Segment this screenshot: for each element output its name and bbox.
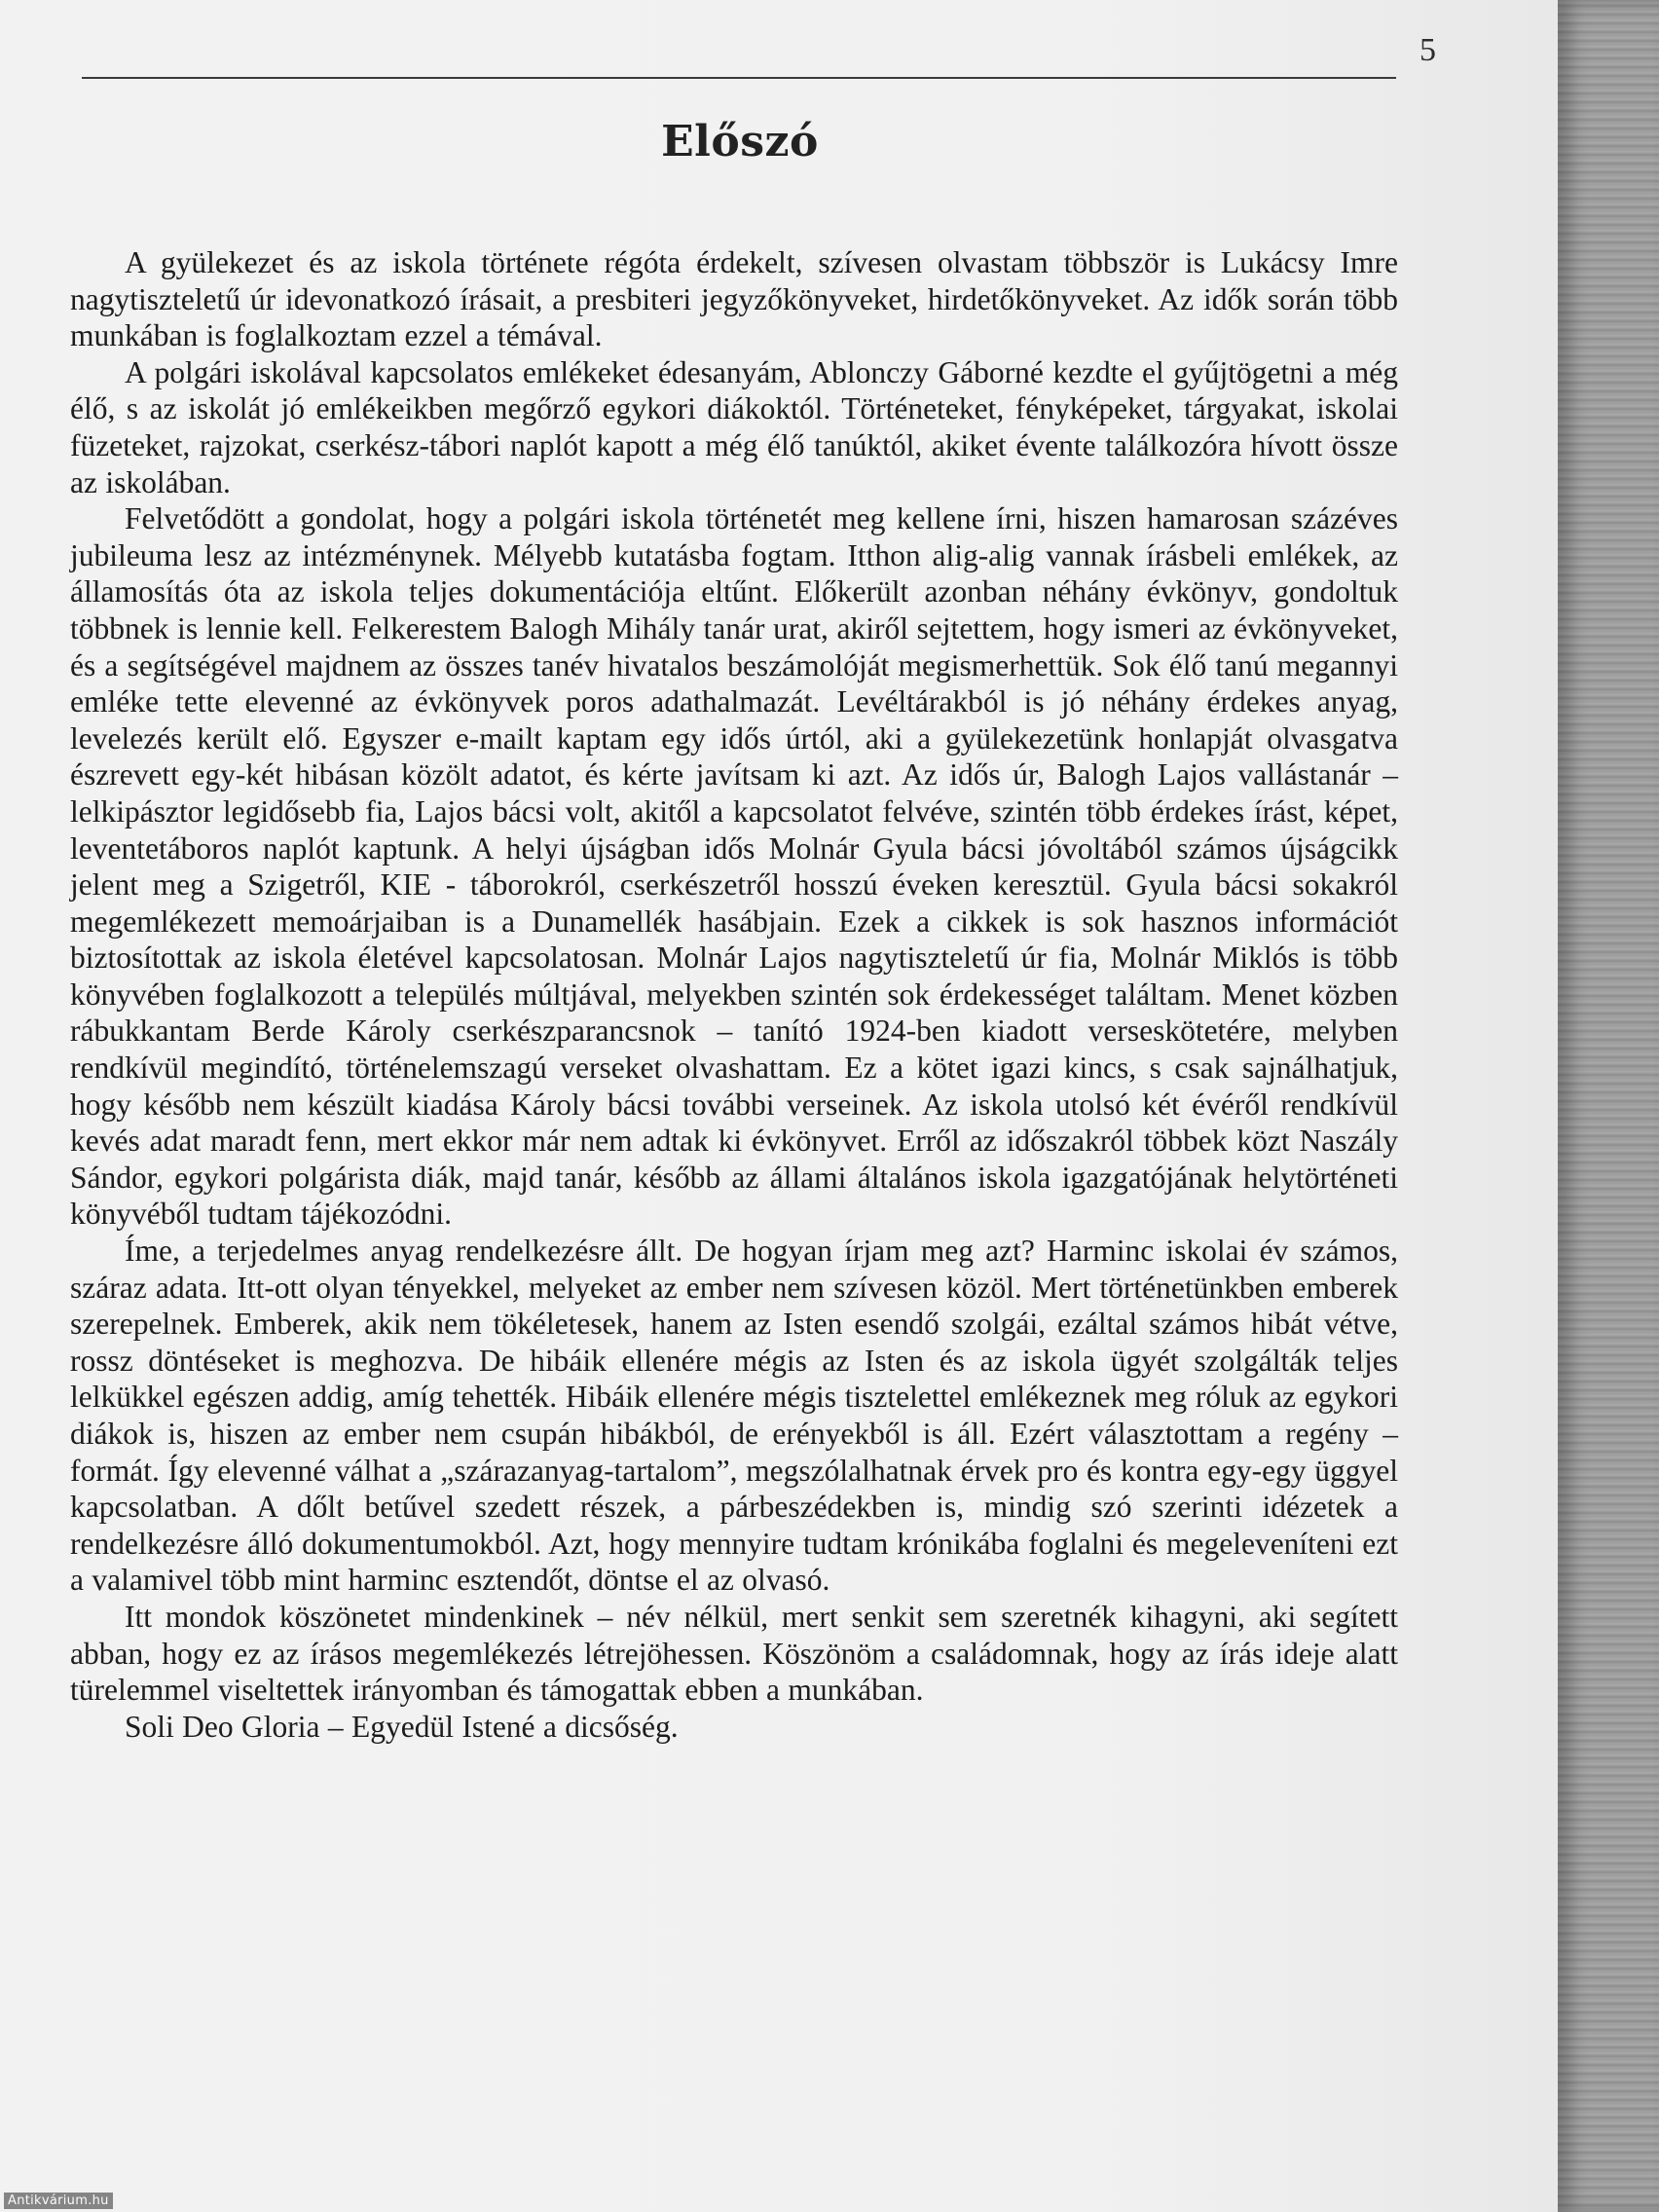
paragraph: Íme, a terjedelmes anyag rendelkezésre állt. De hogyan írjam meg azt? Harminc iskolai év számos, száraz adata. Itt-ott olyan tényekkel, melyeket az ember nem szívesen közöl. Mert történetünkben emberek szerepelnek. Emberek, akik nem tökéletesek, hanem az Isten esendő szolgái, ezáltal számos hibát vétve, rossz döntéseket is meghozva. De hibáik ellenére mégis az Isten és az iskola ügyét szolgálták teljes lelkükkel egészen addig, amíg tehették. Hibáik ellenére mégis tisztelettel emlékeznek meg róluk az egykori diákok is, hiszen az ember nem csupán hibákból, de erényekből is áll. Ezért választottam a regény – formát. Így elevenné válhat a „szárazanyag-tartalom”, megszólalhatnak érvek pro és kontra egy-egy üggyel kapcsolatban. A dőlt betűvel szedett részek, a párbeszédekben is, mindig szó szerinti idézetek a rendelkezésre álló dokumentumokból. Azt, hogy mennyire tudtam krónikába foglalni és megeleveníteni ezt a valamivel több mint harminc esztendőt, döntse el az olvasó. (70, 1234, 1398, 1598)
adjacent-page-edge (1558, 0, 1659, 2212)
closing-line: Soli Deo Gloria – Egyedül Istené a dicsőség. (125, 1709, 679, 1744)
paragraph: A polgári iskolával kapcsolatos emlékeket édesanyám, Ablonczy Gáborné kezdte el gyűjtögetni a még élő, s az iskolát jó emlékeikben megőrző egykori diákoktól. Történeteket, fényképeket, tárgyakat, iskolai füzeteket, rajzokat, cserkész-tábori naplót kapott a még élő tanúktól, akiket évente találkozóra hívott össze az iskolában. (70, 354, 1398, 499)
page-number: 5 (1419, 32, 1436, 68)
watermark: Antikvárium.hu (4, 2193, 113, 2209)
header-rule (82, 77, 1396, 79)
paragraph: A gyülekezet és az iskola története régóta érdekelt, szívesen olvastam többször is Lukácsy Imre nagytiszteletű úr idevonatkozó írásait, a presbiteri jegyzőkönyveket, hirdetőkönyveket. Az idők során több munkában is foglalkoztam ezzel a témával. (70, 245, 1398, 353)
paragraph: Itt mondok köszönetet mindenkinek – név nélkül, mert senkit sem szeretnék kihagyni, aki segített abban, hogy ez az írásos megemlékezés létrejöhessen. Köszönöm a családomnak, hogy az írás ideje alatt türelemmel viseltettek irányomban és támogattak ebben a munkában. (70, 1599, 1398, 1708)
body-text (70, 244, 1398, 1745)
chapter-title: Előszó (661, 117, 819, 166)
paragraph: Felvetődött a gondolat, hogy a polgári iskola történetét meg kellene írni, hiszen hamarosan százéves jubileuma lesz az intézménynek. Mélyebb kutatásba fogtam. Itthon alig-alig vannak írásbeli emlékek, az államosítás óta az iskola teljes dokumentációja eltűnt. Előkerült azonban néhány évkönyv, gondoltuk többnek is lennie kell. Felkerestem Balogh Mihály tanár urat, akiről sejtettem, hogy ismeri az évkönyveket, és a segítségével majdnem az összes tanév hivatalos beszámolóját megismerhettük. Sok élő tanú megannyi emléke tette elevenné az évkönyvek poros adathalmazát. Levéltárakból is jó néhány érdekes anyag, levelezés került elő. Egyszer e-mailt kaptam egy idős úrtól, aki a gyülekezetünk honlapját olvasgatva észrevett egy-két hibásan közölt adatot, és kérte javítsam ki azt. Az idős úr, Balogh Lajos vallástanár – lelkipásztor legidősebb fia, Lajos bácsi volt, akitől a kapcsolatot felvéve, szintén több érdekes írást, képet, leventetáboros naplót kaptunk. A helyi újságban idős Molnár Gyula bácsi jóvoltából számos újságcikk jelent meg a Szigetről, KIE - táborokról, cserkészetről hosszú éveken keresztül. Gyula bácsi sokakról megemlékezett memoárjaiban is a Dunamellék hasábjain. Ezek a cikkek is sok hasznos információt biztosítottak az iskola életével kapcsolatosan. Molnár Lajos nagytiszteletű úr fia, Molnár Miklós is több könyvében foglalkozott a település múltjával, melyekben szintén sok érdekességet találtam. Menet közben rábukkantam Berde Károly cserkészparancsnok – tanító 1924-ben kiadott verseskötetére, melyben rendkívül megindító, történelemszagú verseket olvashattam. Ez a kötet igazi kincs, s csak sajnálhatjuk, hogy később nem készült kiadása Károly bácsi további verseinek. Az iskola utolsó két évéről rendkívül kevés adat maradt fenn, mert ekkor már nem adtak ki évkönyvet. Erről az időszakról többek közt Naszály Sándor, egykori polgárista diák, majd tanár, később az állami általános iskola igazgatójának helytörténeti könyvéből tudtam tájékozódni. (70, 501, 1398, 1232)
